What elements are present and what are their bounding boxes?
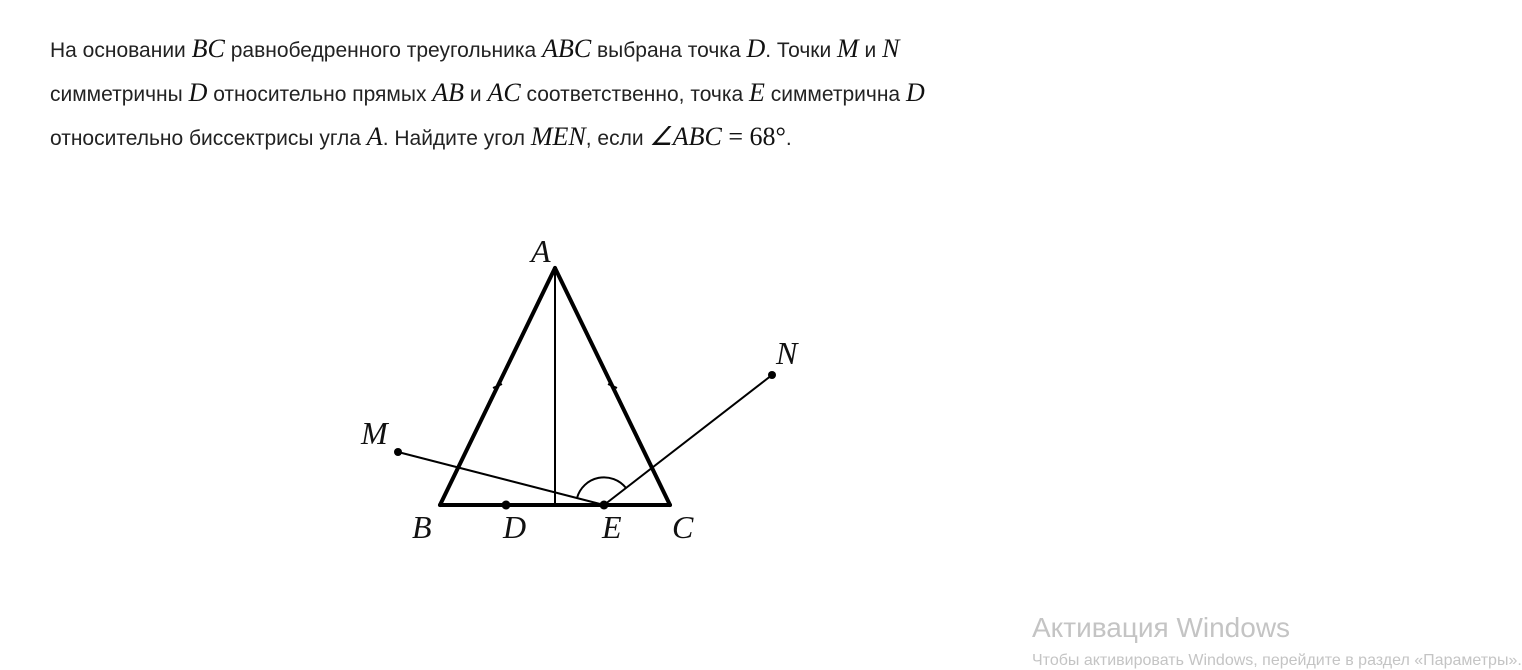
point-m-dot <box>394 448 402 456</box>
windows-activation-subtitle: Чтобы активировать Windows, перейдите в раздел «Параметры». <box>1032 652 1522 669</box>
math-segment-bc: BC <box>191 34 225 63</box>
label-b: B <box>412 509 432 545</box>
label-a: A <box>531 233 551 269</box>
text-fragment: . <box>785 127 792 150</box>
text-fragment: . Найдите угол <box>382 127 531 150</box>
text-fragment: выбрана точка <box>591 39 747 62</box>
text-fragment: равнобедренного треугольника <box>224 39 543 62</box>
math-triangle-abc: ABC <box>542 34 592 63</box>
math-point-d: D <box>905 78 925 107</box>
text-fragment: . Точки <box>765 39 838 62</box>
math-point-n: N <box>882 34 900 63</box>
label-d: D <box>503 509 527 545</box>
text-fragment: относительно биссектрисы угла <box>50 127 367 150</box>
label-n: N <box>776 335 798 371</box>
segment-en <box>604 375 772 505</box>
label-e: E <box>602 509 622 545</box>
text-fragment: , если <box>585 127 650 150</box>
point-n-dot <box>768 371 776 379</box>
math-point-d: D <box>746 34 766 63</box>
label-c: C <box>672 509 694 545</box>
windows-activation-watermark: Активация Windows <box>1032 612 1291 643</box>
text-fragment: На основании <box>50 39 192 62</box>
text-fragment: соответственно, точка <box>520 83 750 106</box>
math-angle-men: MEN <box>530 122 586 151</box>
math-angle-abc: ∠ABC <box>649 122 722 151</box>
text-fragment: и <box>464 83 488 106</box>
text-fragment: симметрична <box>764 83 906 106</box>
text-fragment: симметричны <box>50 83 189 106</box>
text-fragment: и <box>858 39 883 62</box>
segment-em <box>398 452 604 505</box>
math-point-m: M <box>837 34 859 63</box>
math-line-ac: AC <box>487 78 521 107</box>
text-fragment: относительно прямых <box>207 83 433 106</box>
math-angle-a: A <box>366 122 383 151</box>
math-point-d: D <box>188 78 208 107</box>
math-angle-value: = 68° <box>721 122 786 151</box>
math-point-e: E <box>749 78 765 107</box>
math-line-ab: AB <box>432 78 465 107</box>
label-m: M <box>361 415 388 451</box>
